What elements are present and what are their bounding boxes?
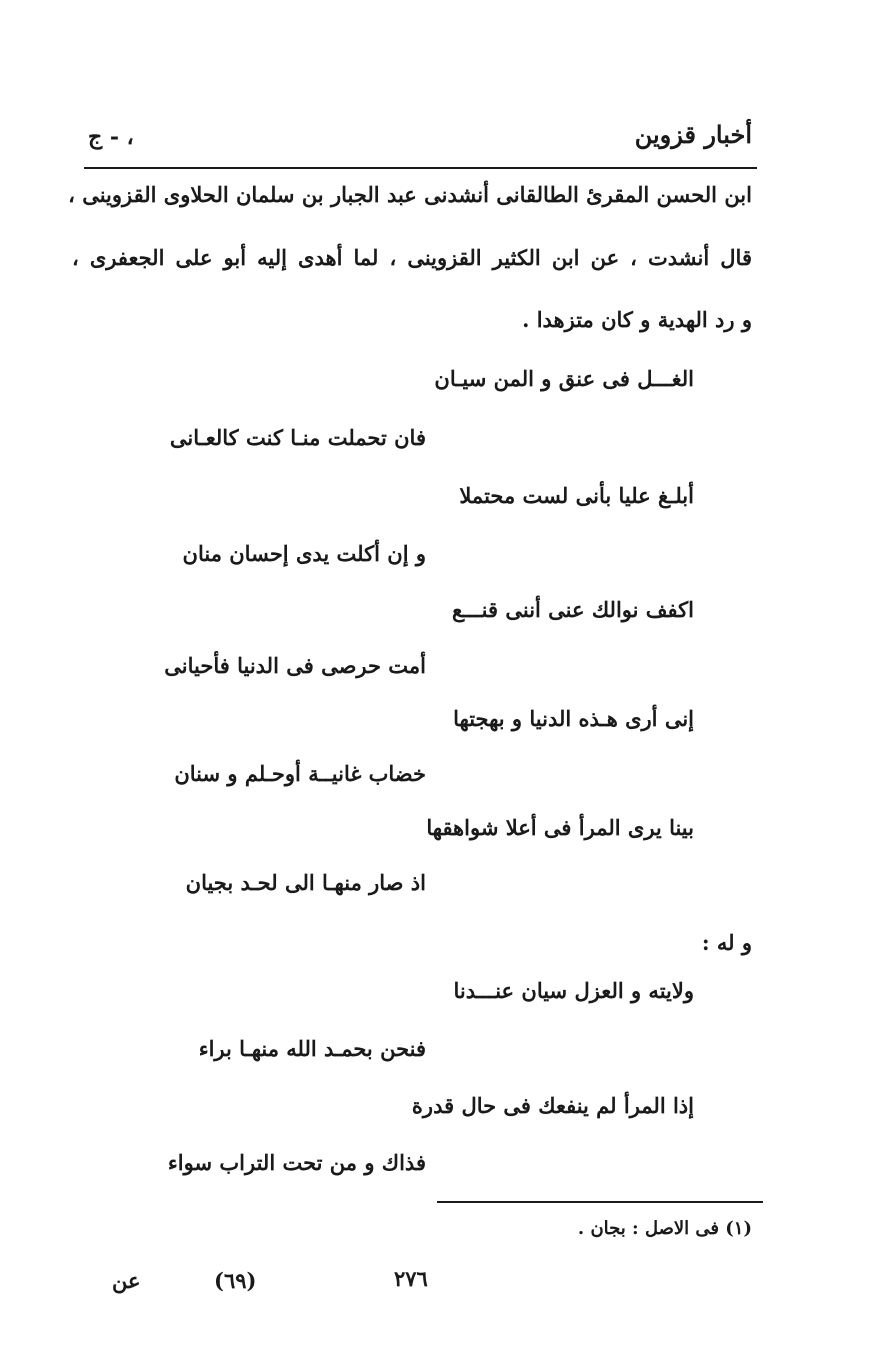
verse-hemistich: أمت حرصى فى الدنيا فأحيانى — [164, 653, 426, 678]
verse-hemistich: بينا يرى المرأ فى أعلا شواهقها — [426, 815, 694, 840]
page-number: ٢٧٦ — [394, 1266, 428, 1291]
verse-hemistich: الغـــل فى عنق و المن سيـان — [434, 366, 694, 391]
verse-hemistich: فذاك و من تحت التراب سواء — [167, 1150, 426, 1175]
verse-hemistich: إنى أرى هـذه الدنيا و بهجتها — [453, 706, 694, 731]
footnote-rule — [437, 1201, 763, 1203]
verse-hemistich: فنحن بحمـد الله منهـا براء — [198, 1036, 426, 1061]
section-intro: و له : — [701, 930, 752, 955]
footnote: (١) فى الاصل : بجان . — [577, 1218, 752, 1239]
verse-hemistich: و إن أكلت يدى إحسان منان — [182, 541, 426, 566]
verse-hemistich: ولايته و العزل سيان عنـــدنا — [453, 978, 694, 1003]
verse-hemistich: اكفف نوالك عنى أننى قنـــع — [452, 597, 694, 622]
verse-hemistich: إذا المرأ لم ينفعك فى حال قدرة — [411, 1093, 694, 1118]
prose-line: قال أنشدت ، عن ابن الكثير القزوينى ، لما أهدى إليه أبو على الجعفرى ، — [72, 245, 752, 270]
verse-hemistich: فان تحملت منـا كنت كالعـانى — [169, 425, 426, 450]
catchword: عن — [112, 1268, 141, 1293]
prose-line: و رد الهدية و كان متزهدا . — [522, 307, 752, 332]
header-rule — [84, 167, 757, 169]
verse-hemistich: أبلـغ عليا بأنى لست محتملا — [459, 483, 694, 508]
verse-hemistich: خضاب غانيــة أوحـلم و سنان — [174, 761, 426, 786]
signature-number: (٦٩) — [214, 1268, 257, 1293]
verse-hemistich: اذ صار منهـا الى لحـد بجيان — [185, 870, 426, 895]
volume-label: ج - ، — [88, 124, 134, 150]
running-title: أخبار قزوين — [634, 120, 752, 149]
prose-line: ابن الحسن المقرئ الطالقانى أنشدنى عبد الجبار بن سلمان الحلاوى القزوينى ، — [68, 182, 752, 207]
